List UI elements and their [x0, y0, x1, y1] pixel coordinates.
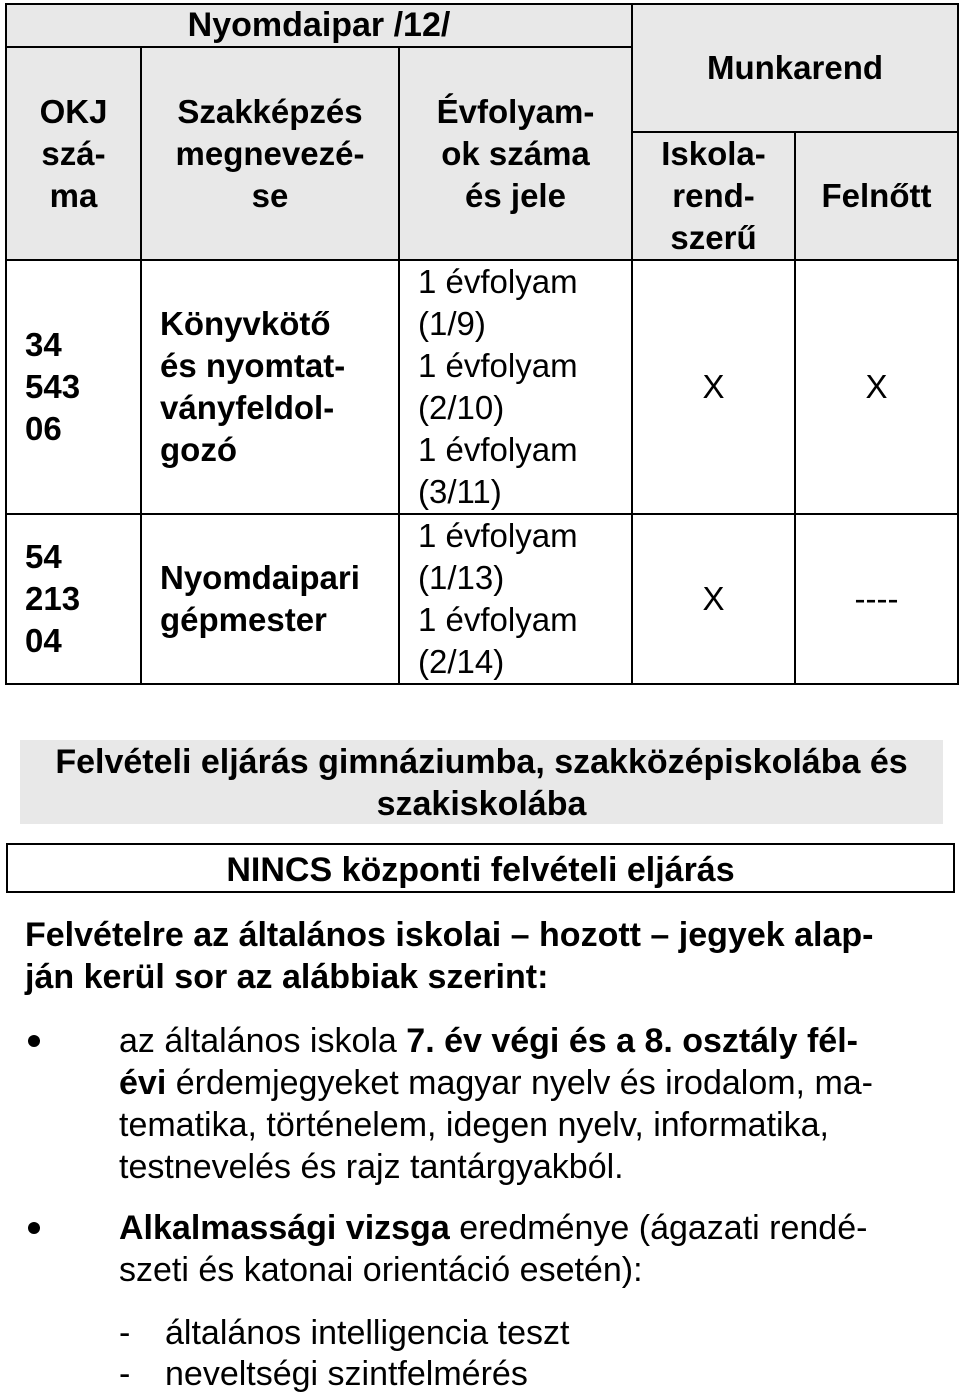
header-schedule: Munkarend — [632, 4, 958, 132]
qualification-name: Nyomdaipari gépmester — [141, 514, 399, 684]
header-okj: OKJ szá- ma — [6, 47, 141, 260]
school-mark: X — [632, 260, 795, 514]
year-list: 1 évfolyam (1/13) 1 évfolyam (2/14) — [399, 514, 632, 684]
list-item: - általános intelligencia teszt — [119, 1314, 570, 1352]
table-title: Nyomdaipar /12/ — [6, 4, 632, 47]
okj-number: 54 213 04 — [6, 514, 141, 684]
year-list: 1 évfolyam (1/9) 1 évfolyam (2/10) 1 évfolyam (3/11) — [399, 260, 632, 514]
intro-paragraph: Felvételre az általános iskolai – hozott – jegyek alap- ján kerül sor az alábbiak szerint: — [25, 916, 874, 996]
table-row — [6, 260, 958, 514]
adult-mark: X — [795, 260, 958, 514]
header-years: Évfolyam- ok száma és jele — [399, 47, 632, 260]
adult-mark: ---- — [795, 514, 958, 684]
training-table — [5, 3, 959, 685]
section-title: Felvételi eljárás gimnáziumba, szakközépiskolába és szakiskolába — [20, 740, 943, 824]
header-adult: Felnőtt — [795, 132, 958, 260]
okj-number: 34 543 06 — [6, 260, 141, 514]
school-mark: X — [632, 514, 795, 684]
bullet-icon — [28, 1222, 40, 1234]
qualification-name: Könyvkötő és nyomtat- ványfeldol- gozó — [141, 260, 399, 514]
list-item: - neveltségi szintfelmérés — [119, 1355, 528, 1393]
notice-box: NINCS központi felvételi eljárás — [6, 843, 955, 893]
header-name: Szakképzés megnevezé- se — [141, 47, 399, 260]
table-row — [6, 514, 958, 684]
bullet-icon — [28, 1035, 40, 1047]
header-school: Iskola- rend- szerű — [632, 132, 795, 260]
